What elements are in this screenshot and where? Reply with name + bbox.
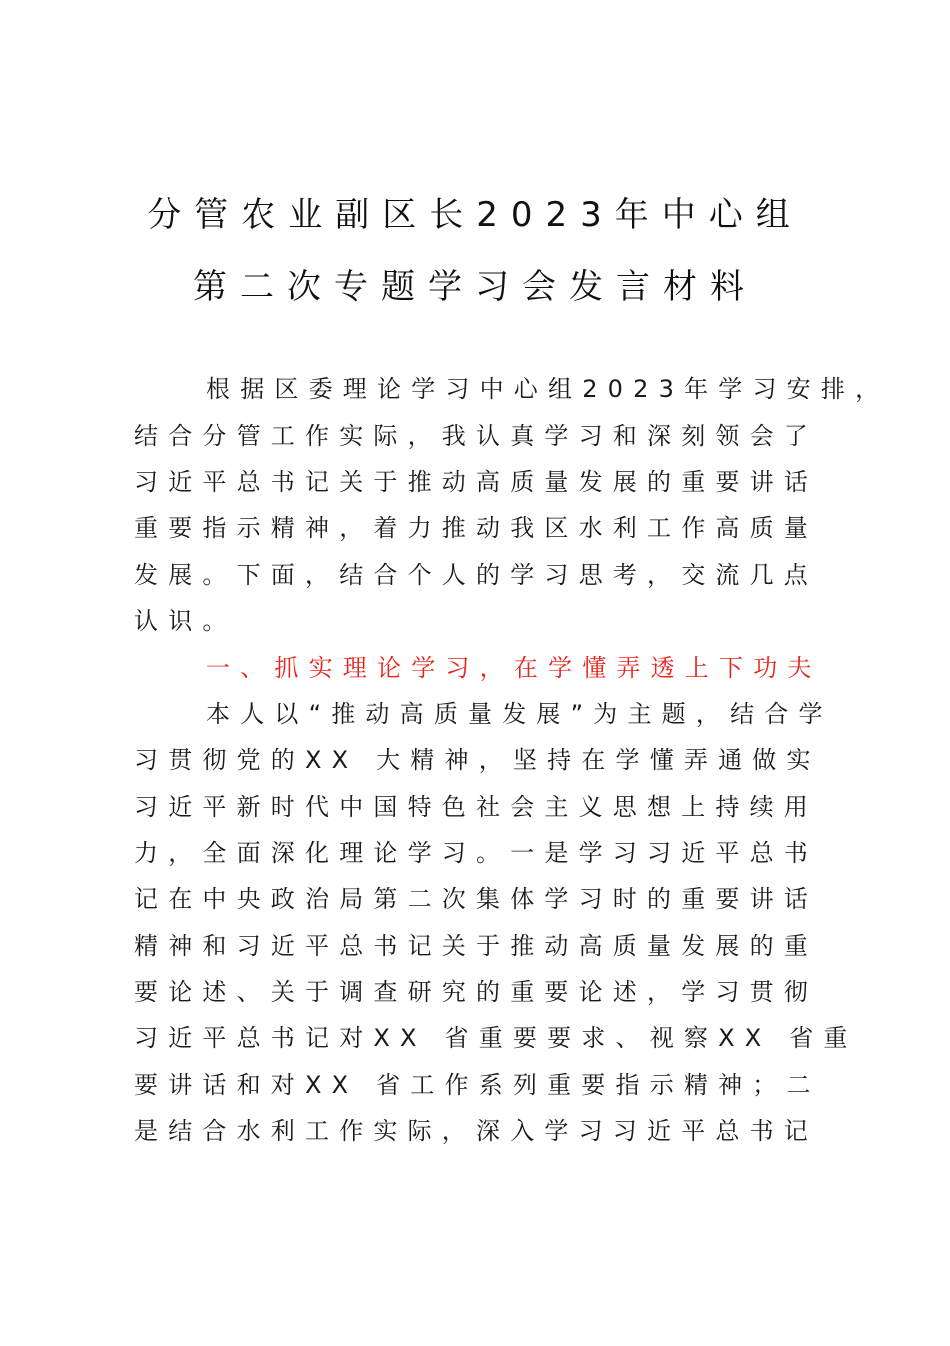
paragraph-1-line-3: 习近平总书记关于推动高质量发展的重要讲话 bbox=[134, 468, 818, 496]
paragraph-1-line-5: 发展。下面，结合个人的学习思考，交流几点 bbox=[134, 561, 818, 589]
paragraph-2-line-4: 力，全面深化理论学习。一是学习习近平总书 bbox=[134, 839, 818, 867]
paragraph-2-line-7: 要论述、关于调查研究的重要论述，学习贯彻 bbox=[134, 978, 818, 1006]
paragraph-1-line-6: 认识。 bbox=[134, 607, 237, 635]
paragraph-2-line-5: 记在中央政治局第二次集体学习时的重要讲话 bbox=[134, 885, 818, 913]
section-1-heading: 一、抓实理论学习，在学懂弄透上下功夫 bbox=[206, 654, 822, 682]
paragraph-2-line-9: 要讲话和对XX 省工作系列重要指示精神；二 bbox=[134, 1071, 821, 1099]
document-title-line-2: 第二次专题学习会发言材料 bbox=[193, 267, 757, 307]
paragraph-2-line-10: 是结合水利工作实际，深入学习习近平总书记 bbox=[134, 1117, 818, 1145]
paragraph-1-line-4: 重要指示精神，着力推动我区水利工作高质量 bbox=[134, 514, 818, 542]
paragraph-1-line-2: 结合分管工作实际，我认真学习和深刻领会了 bbox=[134, 422, 818, 450]
paragraph-1-line-1: 根据区委理论学习中心组2023年学习安排， bbox=[206, 375, 890, 403]
document-title-line-1: 分管农业副区长2023年中心组 bbox=[147, 195, 803, 235]
paragraph-2-line-2: 习贯彻党的XX 大精神，坚持在学懂弄通做实 bbox=[134, 746, 821, 774]
paragraph-2-line-3: 习近平新时代中国特色社会主义思想上持续用 bbox=[134, 793, 818, 821]
paragraph-2-line-6: 精神和习近平总书记关于推动高质量发展的重 bbox=[134, 932, 818, 960]
paragraph-2-line-1: 本人以“推动高质量发展”为主题，结合学 bbox=[206, 700, 833, 728]
paragraph-2-line-8: 习近平总书记对XX 省重要要求、视察XX 省重 bbox=[134, 1024, 858, 1052]
